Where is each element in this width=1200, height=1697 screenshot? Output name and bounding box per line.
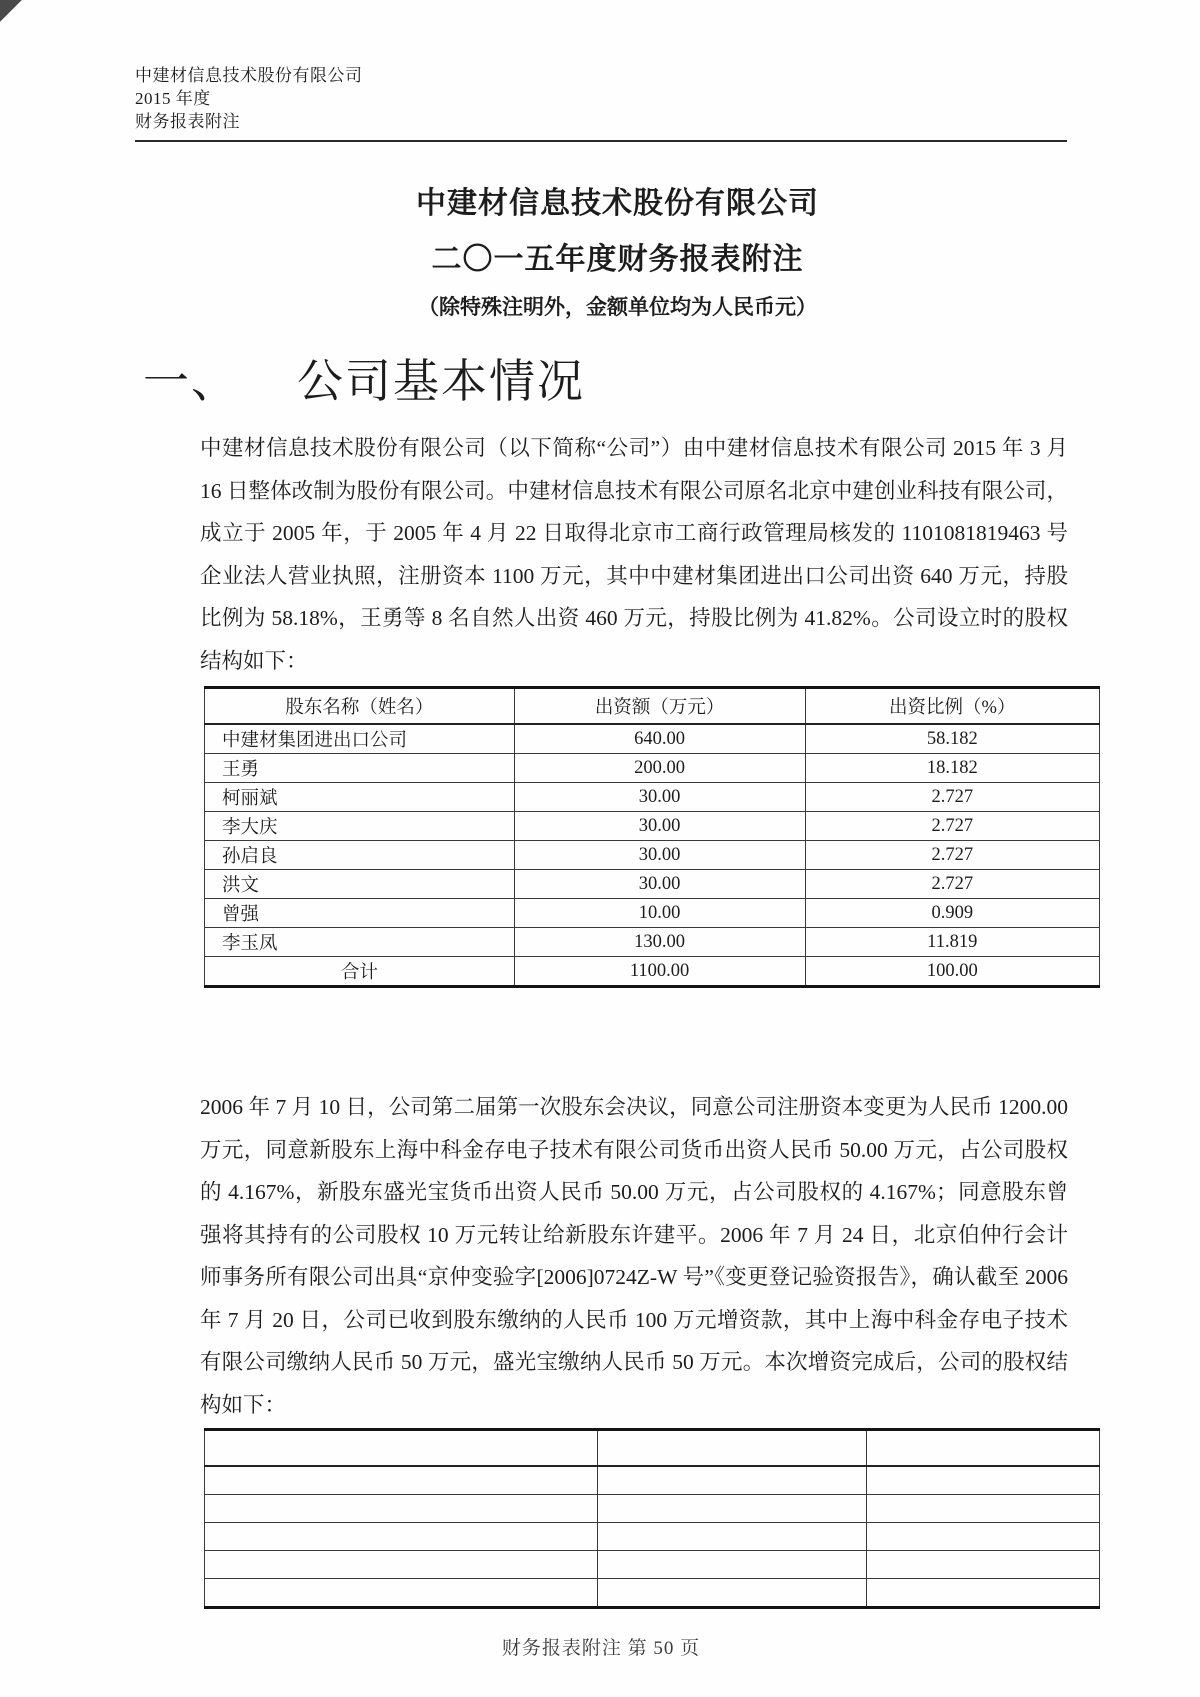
shareholder-name-cell: 李玉凤 — [205, 928, 515, 957]
capital-ratio-cell — [867, 1579, 1100, 1608]
page-footer — [135, 1633, 1067, 1660]
shareholder-name-cell: 孙启良 — [205, 841, 515, 870]
capital-ratio-cell: 58.182 — [805, 724, 1099, 754]
column-header-capital-amount: 出资额（万元） — [514, 688, 805, 725]
capital-ratio-cell: 11.819 — [805, 928, 1099, 957]
capital-amount-cell: 30.00 — [514, 812, 805, 841]
capital-amount-cell — [597, 1466, 866, 1495]
shareholder-name-cell — [205, 1523, 598, 1551]
total-amount-cell: 1100.00 — [514, 957, 805, 987]
capital-amount-cell — [597, 1523, 866, 1551]
table-row — [205, 1495, 1100, 1523]
capital-ratio-cell: 2.727 — [805, 812, 1099, 841]
paragraph-capital-increase — [200, 1086, 1068, 1426]
paragraph-line: 构如下： — [200, 1392, 287, 1417]
running-header-year: 2015 年度 — [135, 89, 211, 108]
capital-amount-cell: 30.00 — [514, 870, 805, 899]
column-header-shareholder-name — [205, 1430, 598, 1467]
paragraph-line: 的 4.167%，新股东盛光宝货币出资人民币 50.00 万元，占公司股权的 4.167%；同意股东曾 — [200, 1180, 1068, 1204]
running-header-doc-type: 财务报表附注 — [135, 112, 240, 131]
table-row — [205, 928, 1100, 957]
capital-amount-cell: 10.00 — [514, 899, 805, 928]
shareholder-name-cell — [205, 1579, 598, 1608]
column-header-capital-amount — [597, 1430, 866, 1467]
total-label-cell: 合计 — [205, 957, 515, 987]
capital-ratio-cell — [867, 1495, 1100, 1523]
running-header-company: 中建材信息技术股份有限公司 — [135, 66, 363, 85]
shareholder-name-cell: 王勇 — [205, 754, 515, 783]
header-rule — [135, 140, 1067, 142]
capital-ratio-cell: 18.182 — [805, 754, 1099, 783]
paragraph-line: 年 7 月 20 日，公司已收到股东缴纳的人民币 100 万元增资款，其中上海中科金存电子技术 — [200, 1307, 1068, 1332]
column-header-shareholder-name: 股东名称（姓名） — [205, 688, 515, 725]
shareholder-name-cell — [205, 1495, 598, 1523]
table-row — [205, 812, 1100, 841]
capital-ratio-cell: 2.727 — [805, 783, 1099, 812]
paragraph-line: 企业法人营业执照，注册资本 1100 万元，其中中建材集团进出口公司出资 640 万元，持股 — [200, 563, 1068, 588]
shareholder-name-cell: 中建材集团进出口公司 — [205, 724, 515, 754]
capital-amount-cell: 200.00 — [514, 754, 805, 783]
column-header-capital-ratio — [867, 1430, 1100, 1467]
running-header — [135, 64, 1100, 142]
table-row — [205, 754, 1100, 783]
table-row — [205, 870, 1100, 899]
paragraph-line: 成立于 2005 年，于 2005 年 4 月 22 日取得北京市工商行政管理局核发的 1101081819463 号 — [200, 521, 1068, 545]
capital-ratio-cell — [867, 1466, 1100, 1495]
paragraph-company-history — [200, 427, 1068, 682]
paragraph-line: 结构如下： — [200, 648, 308, 673]
table-row — [205, 783, 1100, 812]
paragraph-line: 有限公司缴纳人民币 50 万元，盛光宝缴纳人民币 50 万元。本次增资完成后，公司的股权结 — [200, 1350, 1068, 1374]
document-title-subtitle: 二〇一五年度财务报表附注 — [431, 243, 804, 276]
paragraph-line: 师事务所有限公司出具“京仲变验字[2006]0724Z-W 号”《变更登记验资报告》，确认截至 2006 — [200, 1265, 1068, 1289]
shareholder-name-cell — [205, 1466, 598, 1495]
paragraph-line: 16 日整体改制为股份有限公司。中建材信息技术有限公司原名北京中建创业科技有限公司， — [200, 478, 1068, 503]
shareholder-name-cell: 洪文 — [205, 870, 515, 899]
capital-amount-cell: 30.00 — [514, 841, 805, 870]
shareholder-name-cell: 曾强 — [205, 899, 515, 928]
capital-ratio-cell — [867, 1551, 1100, 1579]
shareholding-table-after-increase — [204, 1428, 1100, 1609]
document-title-company: 中建材信息技术股份有限公司 — [416, 187, 819, 220]
scan-corner-artifact — [0, 0, 26, 22]
capital-ratio-cell: 2.727 — [805, 870, 1099, 899]
paragraph-line: 强将其持有的公司股权 10 万元转让给新股东许建平。2006 年 7 月 24 日，北京伯仲行会计 — [200, 1222, 1068, 1247]
table-row — [205, 724, 1100, 754]
paragraph-line: 万元，同意新股东上海中科金存电子技术有限公司货币出资人民币 50.00 万元，占公司股权 — [200, 1137, 1068, 1162]
table-row — [205, 899, 1100, 928]
capital-amount-cell — [597, 1495, 866, 1523]
section-title: 公司基本情况 — [297, 356, 585, 407]
shareholder-name-cell — [205, 1551, 598, 1579]
document-title-note: （除特殊注明外，金额单位均为人民币元） — [418, 295, 817, 319]
paragraph-line: 比例为 58.18%，王勇等 8 名自然人出资 460 万元，持股比例为 41.82%。公司设立时的股权 — [200, 606, 1068, 630]
capital-ratio-cell: 0.909 — [805, 899, 1099, 928]
page-footer-text: 财务报表附注 第 50 页 — [501, 1638, 701, 1659]
capital-amount-cell — [597, 1551, 866, 1579]
capital-amount-cell: 640.00 — [514, 724, 805, 754]
paragraph-line: 2006 年 7 月 10 日，公司第二届第一次股东会决议，同意公司注册资本变更为人民币 1200.00 — [200, 1095, 1068, 1119]
capital-ratio-cell — [867, 1523, 1100, 1551]
capital-amount-cell: 30.00 — [514, 783, 805, 812]
section-number: 一、 — [143, 356, 239, 407]
capital-amount-cell: 130.00 — [514, 928, 805, 957]
shareholder-name-cell: 柯丽斌 — [205, 783, 515, 812]
table-row — [205, 1523, 1100, 1551]
shareholding-table-initial — [204, 686, 1100, 988]
table-row — [205, 1579, 1100, 1608]
shareholder-name-cell: 李大庆 — [205, 812, 515, 841]
title-block — [135, 186, 1100, 321]
table-header-row — [205, 688, 1100, 725]
table-header-row — [205, 1430, 1100, 1467]
total-ratio-cell: 100.00 — [805, 957, 1099, 987]
column-header-capital-ratio: 出资比例（%） — [805, 688, 1099, 725]
table-row — [205, 1551, 1100, 1579]
table-row — [205, 841, 1100, 870]
capital-amount-cell — [597, 1579, 866, 1608]
table-total-row — [205, 957, 1100, 987]
paragraph-line: 中建材信息技术股份有限公司（以下简称“公司”）由中建材信息技术有限公司 2015 年 3 月 — [200, 436, 1068, 460]
section-heading — [135, 355, 1100, 409]
table-row — [205, 1466, 1100, 1495]
capital-ratio-cell: 2.727 — [805, 841, 1099, 870]
